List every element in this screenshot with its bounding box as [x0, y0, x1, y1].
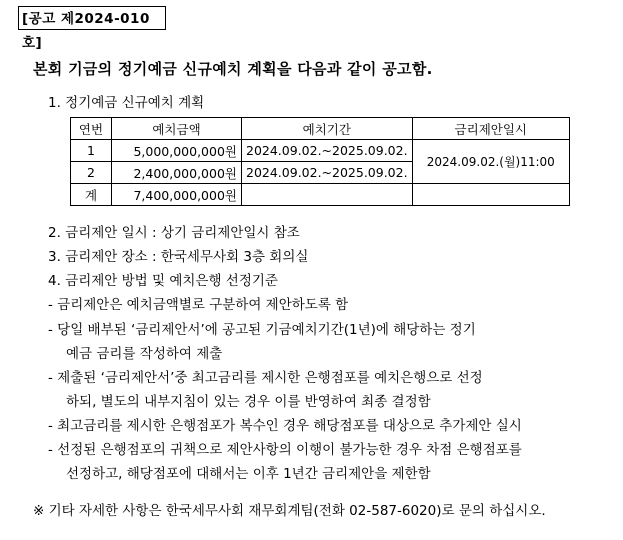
criterion-5-cont: 선정하고, 해당점포에 대해서는 이후 1년간 금리제안을 제한함 [66, 466, 431, 482]
table-total-row [71, 184, 570, 206]
notice-number: [공고 제2024-010호] [18, 6, 166, 30]
total-datetime-empty [412, 184, 569, 206]
criterion-2-cont: 예금 금리를 작성하여 제출 [66, 346, 223, 362]
row-amount: 5,000,000,000원 [112, 140, 242, 162]
criterion-2: - 당일 배부된 ‘금리제안서’에 공고된 기금예치기간(1년)에 해당하는 정기 [48, 322, 476, 338]
header-amount: 예치금액 [112, 118, 242, 140]
row-period: 2024.09.02.~2025.09.02. [242, 140, 413, 162]
intro-text: 본회 기금의 정기예금 신규예치 계획을 다음과 같이 공고함. [33, 60, 433, 78]
criterion-3: - 제출된 ‘금리제안서’중 최고금리를 제시한 은행점포를 예치은행으로 선정 [48, 370, 483, 386]
row-amount: 2,400,000,000원 [112, 162, 242, 184]
header-no: 연번 [71, 118, 112, 140]
proposal-datetime: 2024.09.02.(월)11:00 [412, 140, 569, 184]
criterion-3-cont: 하되, 별도의 내부지침이 있는 경우 이를 반영하여 최종 결정함 [66, 394, 431, 410]
table-row [71, 140, 570, 162]
deposit-plan-table [70, 117, 570, 206]
item-3-place: 3. 금리제안 장소 : 한국세무사회 3층 회의실 [48, 249, 309, 265]
total-amount: 7,400,000,000원 [112, 184, 242, 206]
row-period: 2024.09.02.~2025.09.02. [242, 162, 413, 184]
header-period: 예치기간 [242, 118, 413, 140]
criterion-4: - 최고금리를 제시한 은행점포가 복수인 경우 해당점포를 대상으로 추가제안 실시 [48, 418, 522, 434]
footer-note: ※ 기타 자세한 사항은 한국세무사회 재무회계팀(전화 02-587-6020)로 문의 하십시오. [33, 503, 546, 519]
table-header-row [71, 118, 570, 140]
item-4-method: 4. 금리제안 방법 및 예치은행 선정기준 [48, 273, 278, 289]
header-proposal-datetime: 금리제안일시 [412, 118, 569, 140]
total-period-empty [242, 184, 413, 206]
item-2-datetime: 2. 금리제안 일시 : 상기 금리제안일시 참조 [48, 225, 300, 241]
row-no: 2 [71, 162, 112, 184]
section1-title: 1. 정기예금 신규예치 계획 [48, 95, 205, 111]
row-no: 1 [71, 140, 112, 162]
criterion-1: - 금리제안은 예치금액별로 구분하여 제안하도록 함 [48, 297, 349, 313]
total-label: 계 [71, 184, 112, 206]
criterion-5: - 선정된 은행점포의 귀책으로 제안사항의 이행이 불가능한 경우 차점 은행점포를 [48, 442, 522, 458]
